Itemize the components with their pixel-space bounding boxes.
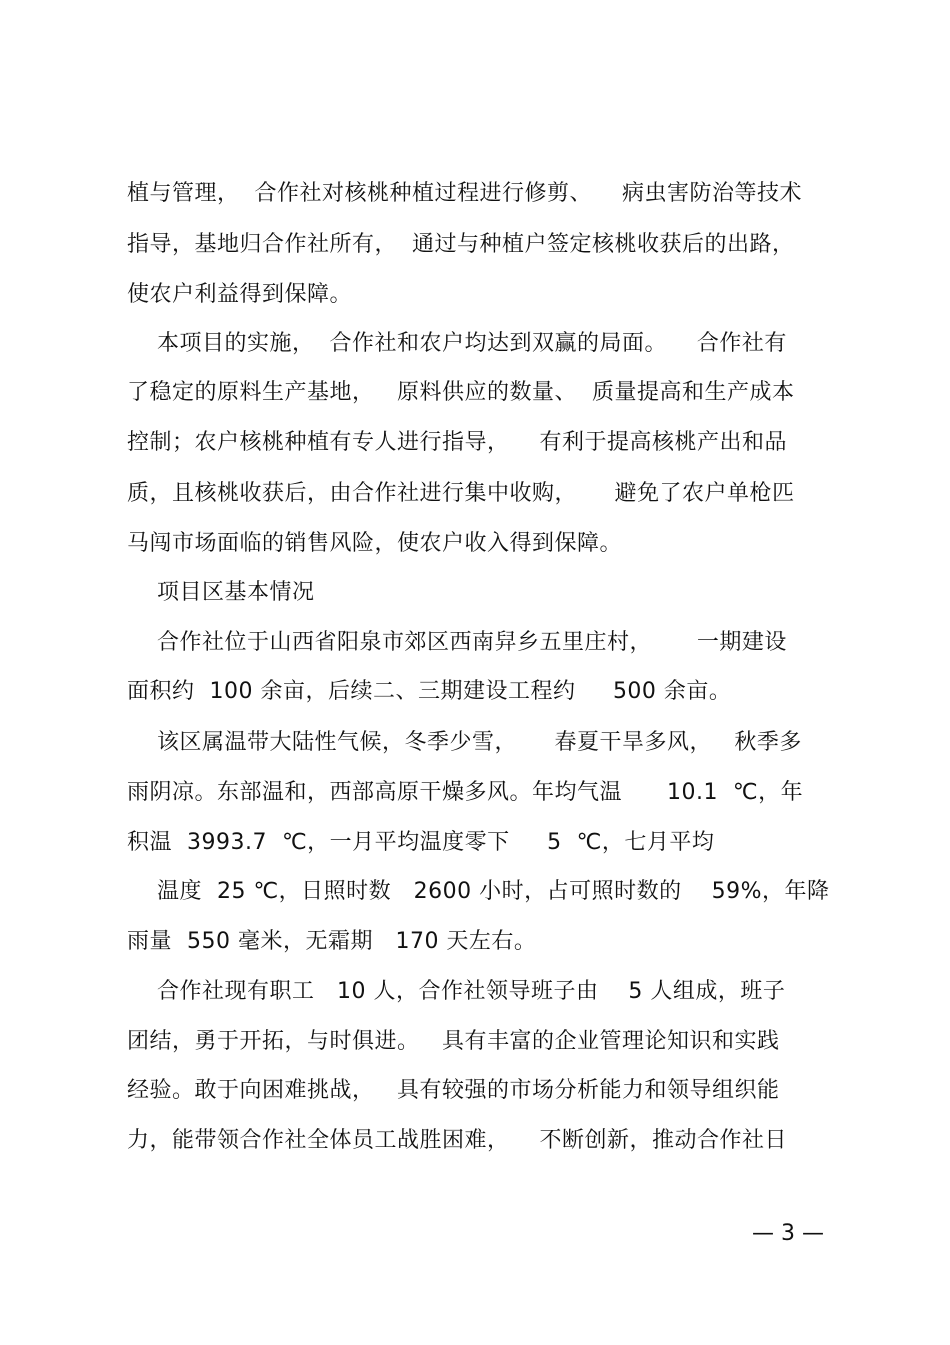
text-line: 温度 25 ℃，日照时数 2600 小时，占可照时数的 59%，年降 — [127, 879, 830, 904]
text-line: 了稳定的原料生产基地， 原料供应的数量、 质量提高和生产成本 — [127, 380, 795, 405]
text-line: 经验。敢于向困难挑战， 具有较强的市场分析能力和领导组织能 — [127, 1078, 780, 1103]
text-line: 植与管理， 合作社对核桃种植过程进行修剪、 病虫害防治等技术 — [127, 181, 802, 206]
text-line: 团结，勇于开拓，与时俱进。 具有丰富的企业管理论知识和实践 — [127, 1029, 780, 1054]
text-line: 使农户利益得到保障。 — [127, 282, 353, 307]
text-line: 质，且核桃收获后，由合作社进行集中收购， 避免了农户单枪匹 — [127, 481, 795, 506]
text-line: 控制；农户核桃种植有专人进行指导， 有利于提高核桃产出和品 — [127, 430, 787, 455]
text-line: 雨量 550 毫米，无霜期 170 天左右。 — [127, 929, 537, 954]
text-line: 合作社现有职工 10 人，合作社领导班子由 5 人组成，班子 — [127, 979, 786, 1004]
text-line: 该区属温带大陆性气候，冬季少雪， 春夏干旱多风， 秋季多 — [127, 730, 802, 755]
text-line: 力，能带领合作社全体员工战胜困难， 不断创新，推动合作社日 — [127, 1128, 787, 1153]
text-line: 马闯市场面临的销售风险，使农户收入得到保障。 — [127, 531, 623, 556]
page-number: — 3 — — [752, 1221, 824, 1246]
text-line: 合作社位于山西省阳泉市郊区西南舁乡五里庄村， 一期建设 — [127, 630, 787, 655]
section-heading: 项目区基本情况 — [127, 580, 315, 605]
text-line: 指导，基地归合作社所有， 通过与种植户签定核桃收获后的出路， — [127, 232, 795, 257]
text-line: 本项目的实施， 合作社和农户均达到双赢的局面。 合作社有 — [127, 331, 787, 356]
text-line: 面积约 100 余亩，后续二、三期建设工程约 500 余亩。 — [127, 679, 732, 704]
text-line: 积温 3993.7 ℃，一月平均温度零下 5 ℃，七月平均 — [127, 830, 715, 855]
text-line: 雨阴凉。东部温和，西部高原干燥多风。年均气温 10.1 ℃，年 — [127, 780, 804, 805]
